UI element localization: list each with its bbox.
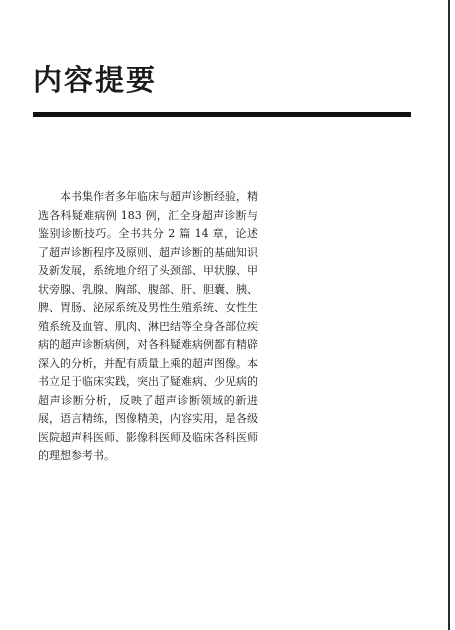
title-underline-rule — [33, 112, 411, 117]
page-title: 内容提要 — [33, 63, 158, 97]
summary-paragraph: 本书集作者多年临床与超声诊断经验，精选各科疑难病例 183 例，汇全身超声诊断与鉴别诊断技巧。全书共分 2 篇 14 章，论述了超声诊断程序及原则、超声诊断的基础知识及新发展，系统地介绍了头颈部、甲状腺、甲状旁腺、乳腺、胸部、腹部、肝、胆囊、胰、脾、胃肠、泌尿系统及男性生殖系统、女性生殖系统及血管、肌肉、淋巴结等全身各部位疾病的超声诊断病例，对各科疑难病例都有精辟深入的分析，并配有质量上乘的超声图像。本书立足于临床实践，突出了疑难病、少见病的超声诊断分析，反映了超声诊断领域的新进展，语言精练，图像精美，内容实用，是各级医院超声科医师、影像科医师及临床各科医师的理想参考书。 — [38, 190, 258, 462]
page-edge-line — [448, 0, 450, 630]
